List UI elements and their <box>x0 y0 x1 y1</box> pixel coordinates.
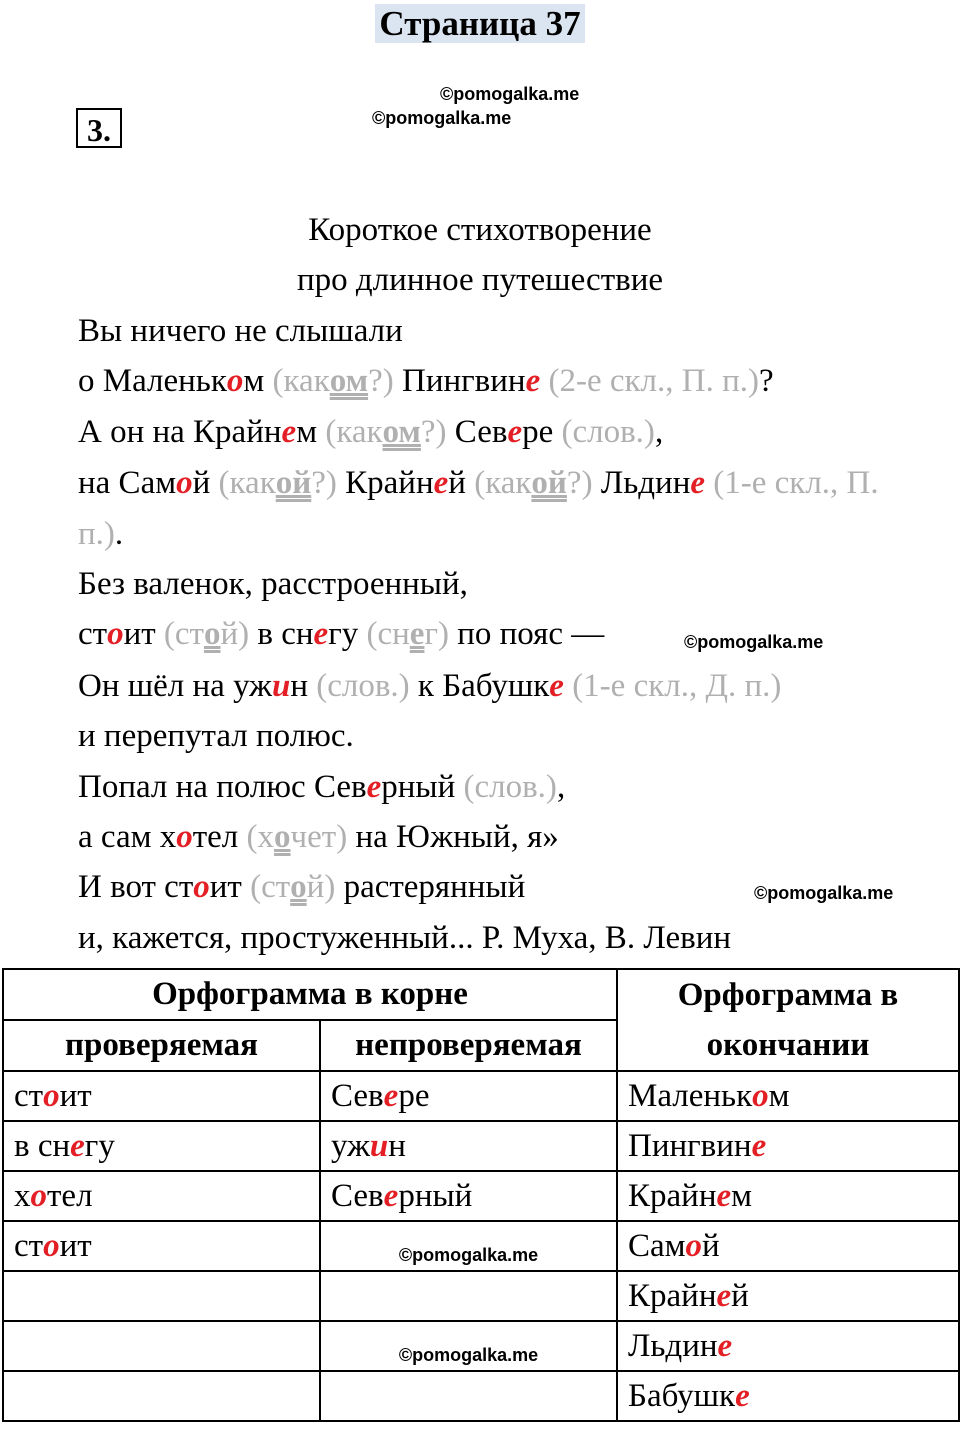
header-root: Орфограмма в корне <box>3 969 617 1020</box>
table-cell <box>320 1321 617 1371</box>
table-cell: Северный <box>320 1171 617 1221</box>
poem-line: на Самой (какой?) Крайней (какой?) Льдине (1-е скл., П. <box>78 465 879 501</box>
page-title: Страница 37 <box>0 4 960 44</box>
header-checked: проверяемая <box>3 1020 320 1071</box>
header-ending: Орфограмма в окончании <box>617 969 959 1071</box>
table-cell: стоит <box>3 1221 320 1271</box>
table-cell <box>3 1271 320 1321</box>
table-cell: Крайнем <box>617 1171 959 1221</box>
table-row <box>3 1121 959 1171</box>
table-cell: в снегу <box>3 1121 320 1171</box>
table-cell: Крайней <box>617 1271 959 1321</box>
poem-line: а сам хотел (хочет) на Южный, я» <box>78 819 559 855</box>
table-row <box>3 1321 959 1371</box>
table-row <box>3 1221 959 1271</box>
table-cell <box>320 1371 617 1421</box>
poem-title-line: Короткое стихотворение <box>308 212 652 248</box>
poem-line: и, кажется, простуженный... Р. Муха, В. Левин <box>78 920 732 956</box>
table-cell: Бабушке <box>617 1371 959 1421</box>
table-row <box>3 1171 959 1221</box>
watermark: ©pomogalka.me <box>754 883 894 903</box>
poem-line: И вот стоит (стой) растерянный <box>78 869 526 905</box>
poem-line: Он шёл на ужин (слов.) к Бабушке (1-е скл., Д. п.) <box>78 668 782 704</box>
poem-line: п.). <box>78 516 124 552</box>
watermark: ©pomogalka.me <box>398 1245 539 1265</box>
poem-line: Без валенок, расстроенный, <box>78 566 468 602</box>
poem-line: и перепутал полюс. <box>78 718 354 754</box>
poem-line: стоит (стой) в снегу (снег) по пояс — <box>78 616 605 652</box>
table-cell <box>320 1271 617 1321</box>
task-number: 3. <box>76 108 122 148</box>
poem-title-line: про длинное путешествие <box>296 262 663 298</box>
table-cell: Льдине <box>617 1321 959 1371</box>
table-cell: Севере <box>320 1071 617 1121</box>
watermark: ©pomogalka.me <box>398 1345 539 1365</box>
table-cell: хотел <box>3 1171 320 1221</box>
table-row <box>3 1371 959 1421</box>
table-cell: Самой <box>617 1221 959 1271</box>
poem-line: Попал на полюс Северный (слов.), <box>78 769 566 805</box>
watermark: ©pomogalka.me <box>684 632 824 652</box>
watermark: ©pomogalka.me <box>440 84 580 104</box>
table-cell: Маленьком <box>617 1071 959 1121</box>
orthogram-table <box>2 968 960 1422</box>
table-cell: ужин <box>320 1121 617 1171</box>
poem-line: Вы ничего не слышали <box>78 313 403 349</box>
poem-line: А он на Крайнем (каком?) Севере (слов.), <box>78 414 664 450</box>
poem-line: о Маленьком (каком?) Пингвине (2-е скл., П. п.)? <box>78 363 774 399</box>
table-cell <box>3 1321 320 1371</box>
table-cell: стоит <box>3 1071 320 1121</box>
table-cell <box>3 1371 320 1421</box>
table-cell <box>320 1221 617 1271</box>
table-cell: Пингвине <box>617 1121 959 1171</box>
table-row <box>3 1071 959 1121</box>
table-row <box>3 1271 959 1321</box>
watermark: ©pomogalka.me <box>372 108 512 128</box>
header-unchecked: непроверяемая <box>320 1020 617 1071</box>
